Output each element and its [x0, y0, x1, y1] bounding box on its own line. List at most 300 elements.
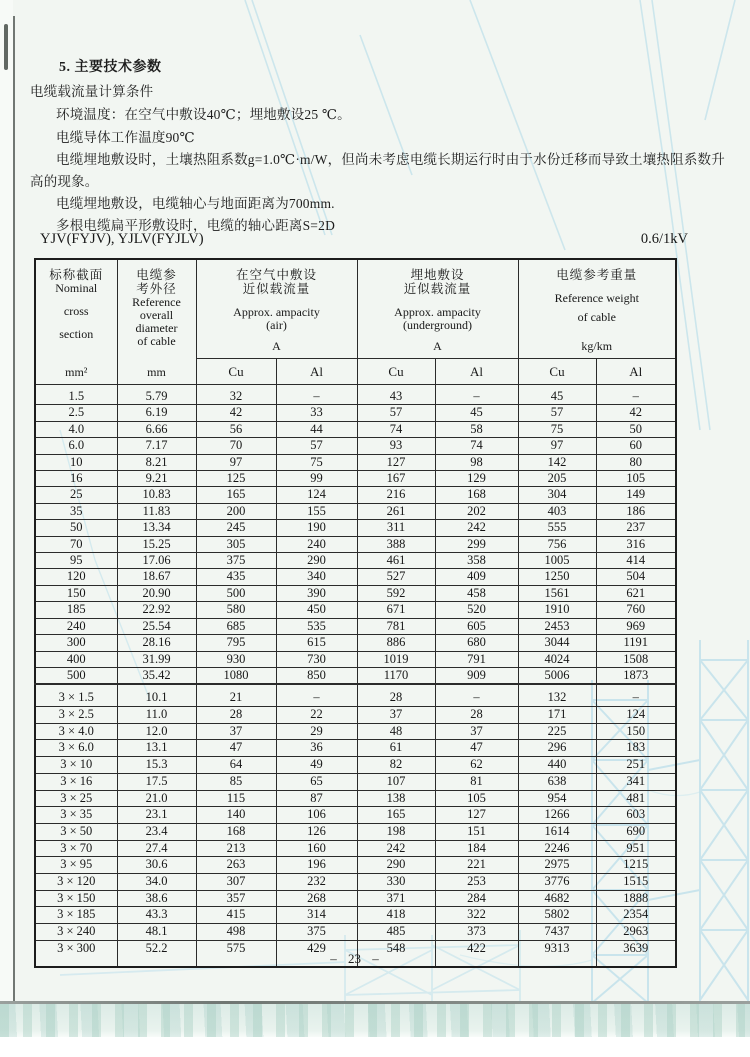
- table-cell: 2246: [518, 840, 596, 857]
- table-cell: 3 × 6.0: [35, 740, 117, 757]
- table-cell: 930: [196, 651, 276, 667]
- table-cell: 49: [276, 757, 357, 774]
- table-cell: 5802: [518, 907, 596, 924]
- table-cell: 403: [518, 503, 596, 519]
- table-cell: 10.1: [117, 684, 196, 706]
- table-cell: 28: [435, 707, 518, 724]
- condition-line-4: 电缆埋地敷设，电缆轴心与地面距离为700mm.: [56, 196, 335, 211]
- table-cell: 97: [518, 438, 596, 454]
- table-cell: 240: [276, 536, 357, 552]
- table-cell: 498: [196, 924, 276, 941]
- table-row: [35, 487, 676, 503]
- header-weight-zh: 电缆参考重量: [556, 268, 638, 282]
- table-cell: 21.0: [117, 790, 196, 807]
- subheader-wt-cu: Cu: [518, 359, 596, 385]
- scan-edge-artifact: [4, 24, 8, 70]
- table-cell: 2963: [596, 924, 676, 941]
- table-cell: 32: [196, 385, 276, 405]
- table-cell: 150: [35, 585, 117, 601]
- table-row: [35, 438, 676, 454]
- table-cell: 129: [435, 471, 518, 487]
- cable-spec-table: [34, 258, 677, 968]
- table-cell: 57: [518, 405, 596, 421]
- table-cell: 6.66: [117, 421, 196, 437]
- table-cell: 22.92: [117, 602, 196, 618]
- header-nominal-unit: mm²: [65, 365, 88, 379]
- table-cell: 1250: [518, 569, 596, 585]
- table-cell: 1266: [518, 807, 596, 824]
- table-cell: 213: [196, 840, 276, 857]
- table-cell: 142: [518, 454, 596, 470]
- table-cell: 2.5: [35, 405, 117, 421]
- table-body-three-core: [35, 684, 676, 967]
- subheader-air-al: Al: [276, 359, 357, 385]
- scan-left-margin: [0, 0, 13, 1003]
- header-ug-en2: (underground): [402, 318, 473, 332]
- table-cell: 429: [276, 940, 357, 967]
- header-nominal-en3: section: [59, 327, 94, 341]
- table-cell: 290: [357, 857, 435, 874]
- table-cell: 555: [518, 520, 596, 536]
- table-cell: 81: [435, 773, 518, 790]
- table-cell: 17.06: [117, 553, 196, 569]
- table-cell: 580: [196, 602, 276, 618]
- table-cell: 886: [357, 635, 435, 651]
- table-cell: 300: [35, 635, 117, 651]
- table-cell: 850: [276, 667, 357, 684]
- table-cell: 548: [357, 940, 435, 967]
- table-cell: 3 × 10: [35, 757, 117, 774]
- table-row: [35, 823, 676, 840]
- table-cell: 3 × 70: [35, 840, 117, 857]
- table-row: [35, 684, 676, 706]
- table-cell: 45: [518, 385, 596, 405]
- table-cell: 165: [196, 487, 276, 503]
- table-cell: 62: [435, 757, 518, 774]
- table-cell: 184: [435, 840, 518, 857]
- table-cell: 82: [357, 757, 435, 774]
- cable-model-label: YJV(FYJV), YJLV(FYJLV): [40, 231, 204, 247]
- table-cell: 592: [357, 585, 435, 601]
- table-cell: 621: [596, 585, 676, 601]
- table-row: [35, 618, 676, 634]
- table-cell: 1910: [518, 602, 596, 618]
- table-cell: 322: [435, 907, 518, 924]
- table-row: [35, 602, 676, 618]
- header-nominal-zh: 标称截面: [49, 268, 104, 282]
- table-cell: 25: [35, 487, 117, 503]
- table-cell: 124: [596, 707, 676, 724]
- table-cell: 388: [357, 536, 435, 552]
- table-cell: 20.90: [117, 585, 196, 601]
- table-cell: 909: [435, 667, 518, 684]
- table-cell: 22: [276, 707, 357, 724]
- table-cell: 4024: [518, 651, 596, 667]
- table-cell: 7.17: [117, 438, 196, 454]
- table-cell: 504: [596, 569, 676, 585]
- table-cell: 485: [357, 924, 435, 941]
- scan-next-page-band: [0, 1004, 750, 1037]
- table-cell: 1215: [596, 857, 676, 874]
- table-row: [35, 471, 676, 487]
- table-cell: 75: [276, 454, 357, 470]
- table-cell: 93: [357, 438, 435, 454]
- table-cell: 5.79: [117, 385, 196, 405]
- table-cell: 198: [357, 823, 435, 840]
- table-cell: 42: [196, 405, 276, 421]
- table-cell: 97: [196, 454, 276, 470]
- table-cell: 132: [518, 684, 596, 706]
- subheader-ug-al: Al: [435, 359, 518, 385]
- table-cell: 954: [518, 790, 596, 807]
- table-cell: 36: [276, 740, 357, 757]
- table-cell: 311: [357, 520, 435, 536]
- table-cell: 15.3: [117, 757, 196, 774]
- condition-line-2: 电缆导体工作温度90℃: [56, 130, 195, 145]
- table-cell: 638: [518, 773, 596, 790]
- table-cell: 50: [596, 421, 676, 437]
- table-cell: 107: [357, 773, 435, 790]
- table-cell: 190: [276, 520, 357, 536]
- header-air-en1: Approx. ampacity: [233, 305, 320, 319]
- table-cell: 299: [435, 536, 518, 552]
- table-cell: 33: [276, 405, 357, 421]
- table-row: [35, 651, 676, 667]
- table-cell: 261: [357, 503, 435, 519]
- header-diameter-en4: of cable: [137, 334, 176, 348]
- table-row: [35, 635, 676, 651]
- table-cell: 232: [276, 874, 357, 891]
- table-cell: 37: [435, 723, 518, 740]
- table-cell: 57: [357, 405, 435, 421]
- table-row: [35, 840, 676, 857]
- table-cell: 730: [276, 651, 357, 667]
- table-cell: 3 × 25: [35, 790, 117, 807]
- table-cell: 3 × 240: [35, 924, 117, 941]
- table-cell: 409: [435, 569, 518, 585]
- table-cell: 400: [35, 651, 117, 667]
- page-number: – 23 –: [330, 951, 379, 966]
- table-cell: 9.21: [117, 471, 196, 487]
- table-cell: 500: [196, 585, 276, 601]
- table-cell: 1080: [196, 667, 276, 684]
- header-weight: [518, 259, 676, 359]
- table-cell: 375: [276, 924, 357, 941]
- table-cell: 242: [357, 840, 435, 857]
- table-row: [35, 569, 676, 585]
- table-cell: 671: [357, 602, 435, 618]
- table-cell: 3 × 50: [35, 823, 117, 840]
- table-cell: 160: [276, 840, 357, 857]
- table-cell: –: [435, 684, 518, 706]
- table-cell: 242: [435, 520, 518, 536]
- table-cell: 202: [435, 503, 518, 519]
- table-cell: 15.25: [117, 536, 196, 552]
- condition-line-5: 多根电缆扁平形敷设时，电缆的轴心距离S=2D: [56, 218, 336, 233]
- table-cell: –: [276, 684, 357, 706]
- table-cell: 1191: [596, 635, 676, 651]
- table-cell: 450: [276, 602, 357, 618]
- table-cell: 535: [276, 618, 357, 634]
- table-cell: 7437: [518, 924, 596, 941]
- table-cell: 17.5: [117, 773, 196, 790]
- table-cell: 30.6: [117, 857, 196, 874]
- header-weight-en2: of cable: [577, 310, 616, 324]
- table-cell: 3 × 16: [35, 773, 117, 790]
- table-cell: 106: [276, 807, 357, 824]
- table-row: [35, 536, 676, 552]
- table-cell: 12.0: [117, 723, 196, 740]
- table-row: [35, 723, 676, 740]
- header-ug-zh2: 近似载流量: [403, 282, 472, 296]
- table-cell: 85: [196, 773, 276, 790]
- table-cell: 56: [196, 421, 276, 437]
- table-cell: 13.34: [117, 520, 196, 536]
- table-cell: –: [596, 684, 676, 706]
- header-weight-unit: kg/km: [581, 339, 613, 353]
- table-cell: 74: [357, 421, 435, 437]
- table-cell: 155: [276, 503, 357, 519]
- table-cell: 284: [435, 890, 518, 907]
- table-row: [35, 790, 676, 807]
- header-diameter-zh2: 考外径: [136, 282, 177, 296]
- table-caption-row: [40, 231, 688, 248]
- table-cell: 615: [276, 635, 357, 651]
- table-cell: 1515: [596, 874, 676, 891]
- table-cell: –: [276, 385, 357, 405]
- table-cell: 10: [35, 454, 117, 470]
- table-cell: 6.0: [35, 438, 117, 454]
- table-cell: 240: [35, 618, 117, 634]
- table-cell: 418: [357, 907, 435, 924]
- table-row: [35, 807, 676, 824]
- table-cell: 70: [35, 536, 117, 552]
- table-cell: 35.42: [117, 667, 196, 684]
- table-row: [35, 773, 676, 790]
- header-ampacity-underground: [357, 259, 518, 359]
- table-cell: 1005: [518, 553, 596, 569]
- table-cell: 28: [357, 684, 435, 706]
- table-cell: 99: [276, 471, 357, 487]
- table-row: [35, 385, 676, 405]
- table-cell: 16: [35, 471, 117, 487]
- table-cell: 64: [196, 757, 276, 774]
- table-cell: 127: [435, 807, 518, 824]
- header-ug-zh1: 埋地敷设: [410, 268, 465, 282]
- header-air-en2: (air): [266, 318, 287, 332]
- table-cell: 65: [276, 773, 357, 790]
- table-cell: 105: [596, 471, 676, 487]
- table-cell: 115: [196, 790, 276, 807]
- table-cell: 390: [276, 585, 357, 601]
- table-cell: 25.54: [117, 618, 196, 634]
- table-cell: 3 × 120: [35, 874, 117, 891]
- section-title: 5. 主要技术参数: [59, 60, 162, 75]
- table-cell: 168: [435, 487, 518, 503]
- table-cell: 8.21: [117, 454, 196, 470]
- table-cell: 31.99: [117, 651, 196, 667]
- table-cell: 791: [435, 651, 518, 667]
- header-weight-en1: Reference weight: [554, 291, 639, 305]
- table-cell: 23.4: [117, 823, 196, 840]
- condition-line-3: 电缆埋地敷设时，土壤热阻系数g=1.0℃·m/W，但尚未考虑电缆长期运行时由于水份迁移而导致土壤热阻系数升: [56, 152, 725, 167]
- table-cell: 440: [518, 757, 596, 774]
- table-cell: 42: [596, 405, 676, 421]
- table-cell: 307: [196, 874, 276, 891]
- table-cell: 60: [596, 438, 676, 454]
- table-cell: 150: [596, 723, 676, 740]
- table-cell: 21: [196, 684, 276, 706]
- table-cell: 3 × 4.0: [35, 723, 117, 740]
- table-cell: 44: [276, 421, 357, 437]
- table-cell: 186: [596, 503, 676, 519]
- table-row: [35, 667, 676, 684]
- table-cell: 760: [596, 602, 676, 618]
- table-row: [35, 740, 676, 757]
- table-cell: 70: [196, 438, 276, 454]
- table-cell: 58: [435, 421, 518, 437]
- table-cell: 357: [196, 890, 276, 907]
- table-cell: 373: [435, 924, 518, 941]
- table-cell: 1561: [518, 585, 596, 601]
- table-cell: 4682: [518, 890, 596, 907]
- table-row: [35, 520, 676, 536]
- table-cell: 167: [357, 471, 435, 487]
- table-row: [35, 890, 676, 907]
- table-cell: 795: [196, 635, 276, 651]
- subheader-air-cu: Cu: [196, 359, 276, 385]
- table-cell: 6.19: [117, 405, 196, 421]
- table-cell: 50: [35, 520, 117, 536]
- table-cell: 216: [357, 487, 435, 503]
- table-cell: 680: [435, 635, 518, 651]
- table-cell: 105: [435, 790, 518, 807]
- table-cell: 290: [276, 553, 357, 569]
- table-cell: 185: [35, 602, 117, 618]
- table-cell: 57: [276, 438, 357, 454]
- table-cell: 575: [196, 940, 276, 967]
- table-cell: 251: [596, 757, 676, 774]
- table-cell: 1614: [518, 823, 596, 840]
- table-cell: 414: [596, 553, 676, 569]
- table-cell: 120: [35, 569, 117, 585]
- table-cell: 11.0: [117, 707, 196, 724]
- table-cell: 3044: [518, 635, 596, 651]
- table-cell: 168: [196, 823, 276, 840]
- table-cell: 28: [196, 707, 276, 724]
- table-cell: 124: [276, 487, 357, 503]
- header-ug-unit: A: [433, 339, 442, 353]
- header-nominal-en1: Nominal: [55, 281, 98, 295]
- intro-line: 电缆载流量计算条件: [30, 84, 154, 99]
- table-cell: 605: [435, 618, 518, 634]
- table-cell: 183: [596, 740, 676, 757]
- table-cell: 316: [596, 536, 676, 552]
- table-cell: 3 × 2.5: [35, 707, 117, 724]
- table-cell: 481: [596, 790, 676, 807]
- table-row: [35, 907, 676, 924]
- header-nominal-section: [35, 259, 117, 385]
- header-ampacity-air: [196, 259, 357, 359]
- header-air-unit: A: [272, 339, 281, 353]
- table-cell: 435: [196, 569, 276, 585]
- table-cell: 527: [357, 569, 435, 585]
- table-cell: 37: [196, 723, 276, 740]
- header-air-zh1: 在空气中敷设: [235, 268, 317, 282]
- table-cell: 296: [518, 740, 596, 757]
- table-cell: 38.6: [117, 890, 196, 907]
- scan-page-fold-line: [13, 16, 15, 1003]
- table-cell: 75: [518, 421, 596, 437]
- table-cell: 2354: [596, 907, 676, 924]
- table-cell: 245: [196, 520, 276, 536]
- table-cell: 781: [357, 618, 435, 634]
- table-row: [35, 503, 676, 519]
- table-cell: 18.67: [117, 569, 196, 585]
- table-cell: 205: [518, 471, 596, 487]
- table-cell: 341: [596, 773, 676, 790]
- table-cell: 221: [435, 857, 518, 874]
- table-cell: 268: [276, 890, 357, 907]
- table-cell: 45: [435, 405, 518, 421]
- table-cell: 375: [196, 553, 276, 569]
- table-cell: 1.5: [35, 385, 117, 405]
- table-cell: 9313: [518, 940, 596, 967]
- table-cell: 330: [357, 874, 435, 891]
- table-cell: 98: [435, 454, 518, 470]
- table-cell: 1873: [596, 667, 676, 684]
- header-ug-en1: Approx. ampacity: [394, 305, 481, 319]
- table-cell: 61: [357, 740, 435, 757]
- table-cell: 149: [596, 487, 676, 503]
- table-cell: 138: [357, 790, 435, 807]
- table-cell: –: [435, 385, 518, 405]
- table-cell: 95: [35, 553, 117, 569]
- table-cell: 23.1: [117, 807, 196, 824]
- table-cell: 74: [435, 438, 518, 454]
- table-cell: 80: [596, 454, 676, 470]
- table-cell: 358: [435, 553, 518, 569]
- table-cell: 2975: [518, 857, 596, 874]
- table-row: [35, 405, 676, 421]
- table-cell: 969: [596, 618, 676, 634]
- table-cell: 520: [435, 602, 518, 618]
- table-cell: 48: [357, 723, 435, 740]
- table-cell: 1170: [357, 667, 435, 684]
- table-cell: 140: [196, 807, 276, 824]
- table-row: [35, 857, 676, 874]
- table-cell: 371: [357, 890, 435, 907]
- table-cell: 685: [196, 618, 276, 634]
- header-diameter-en2: overall: [139, 308, 174, 322]
- table-cell: 1888: [596, 890, 676, 907]
- header-diameter-en1: Reference: [132, 295, 181, 309]
- table-cell: 37: [357, 707, 435, 724]
- table-cell: 34.0: [117, 874, 196, 891]
- table-cell: 3639: [596, 940, 676, 967]
- table-cell: 196: [276, 857, 357, 874]
- table-cell: 52.2: [117, 940, 196, 967]
- header-air-zh2: 近似载流量: [242, 282, 311, 296]
- table-cell: –: [596, 385, 676, 405]
- table-cell: 200: [196, 503, 276, 519]
- table-cell: 461: [357, 553, 435, 569]
- table-cell: 29: [276, 723, 357, 740]
- table-cell: 314: [276, 907, 357, 924]
- table-row: [35, 874, 676, 891]
- table-cell: 126: [276, 823, 357, 840]
- table-cell: 35: [35, 503, 117, 519]
